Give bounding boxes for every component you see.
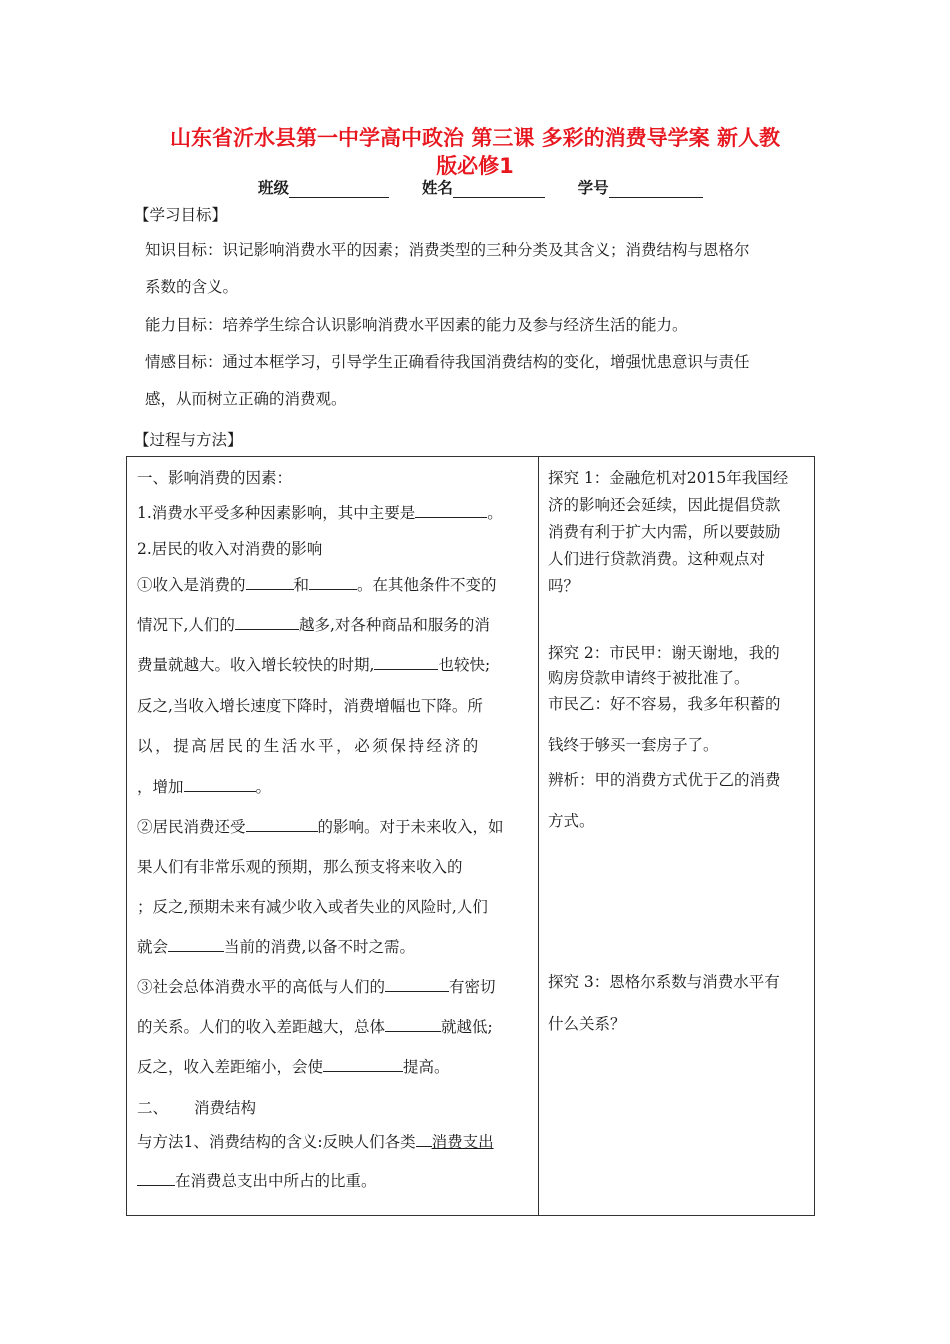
blank-gap[interactable]	[385, 976, 449, 992]
left-line-7: 反之,当收入增长速度下降时，消费增幅也下降。所	[137, 697, 483, 715]
left-line-4: ①收入是消费的 和 。在其他条件不变的	[137, 576, 497, 594]
left-line-17: 二、 消费结构	[137, 1099, 257, 1117]
left-line-16: 反之，收入差距缩小，会使 提高。	[137, 1058, 450, 1076]
consumption-expenditure-answer: 消费支出	[431, 1133, 494, 1151]
left-line-9: ，增加 。	[137, 778, 272, 796]
title-line-2: 版必修1	[436, 154, 514, 178]
emotion-goal-line-2: 感，从而树立正确的消费观。	[145, 390, 347, 408]
right-line-2: 济的影响还会延续，因此提倡贷款	[548, 496, 781, 514]
right-line-5: 吗？	[548, 577, 580, 595]
left-line-19: 在消费总支出中所占的比重。	[137, 1169, 377, 1191]
right-line-6: 探究 2：市民甲：谢天谢地，我的	[548, 644, 780, 662]
right-line-1: 探究 1：金融危机对2015年我国经	[548, 469, 789, 487]
blank-income-1[interactable]	[246, 574, 294, 590]
blank-expectation[interactable]	[246, 816, 318, 832]
left-line-13: 就会 当前的消费,以备不时之需。	[137, 938, 415, 956]
goals-heading: 【学习目标】	[134, 206, 228, 224]
class-field[interactable]	[289, 181, 389, 198]
blank-income-3[interactable]	[235, 614, 299, 630]
blank-raise[interactable]	[323, 1056, 403, 1072]
left-line-8: 以，提高居民的生活水平，必须保持经济的	[137, 737, 481, 755]
left-line-15: 的关系。人们的收入差距越大，总体 就越低;	[137, 1018, 493, 1036]
knowledge-goal	[145, 232, 810, 306]
worksheet-table	[126, 456, 815, 1216]
blank-main-factor[interactable]	[415, 502, 487, 518]
left-line-10: ②居民消费还受 的影响。对于未来收入，如	[137, 818, 504, 836]
column-divider	[538, 457, 539, 1215]
right-line-4: 人们进行贷款消费。这种观点对	[548, 550, 766, 568]
knowledge-goal-line-1: 知识目标：识记影响消费水平的因素；消费类型的三种分类及其含义；消费结构与恩格尔	[145, 241, 750, 259]
blank-structure[interactable]	[137, 1170, 175, 1186]
right-line-10: 辨析：甲的消费方式优于乙的消费	[548, 771, 781, 789]
left-line-12: ；反之,预期未来有减少收入或者失业的风险时,人们	[137, 898, 488, 916]
student-info-row	[258, 176, 718, 198]
right-line-3: 消费有利于扩大内需，所以要鼓励	[548, 523, 781, 541]
ability-goal: 能力目标：培养学生综合认识影响消费水平因素的能力及参与经济生活的能力。	[145, 316, 688, 334]
left-line-18: 与方法1、消费结构的含义:反映人们各类 消费支出	[137, 1133, 494, 1151]
name-label: 姓名	[421, 179, 453, 197]
id-label: 学号	[577, 179, 609, 197]
blank-income-2[interactable]	[309, 574, 357, 590]
left-line-2: 1.消费水平受多种因素影响，其中主要是 。	[137, 504, 503, 522]
left-line-14: ③社会总体消费水平的高低与人们的 有密切	[137, 978, 496, 996]
process-heading: 【过程与方法】	[134, 431, 243, 449]
right-line-7: 购房贷款申请终于被批准了。	[548, 669, 750, 687]
title-line-1: 山东省沂水县第一中学高中政治 第三课 多彩的消费导学案 新人教	[170, 126, 780, 150]
right-line-12: 探究 3：恩格尔系数与消费水平有	[548, 973, 780, 991]
right-line-8: 市民乙：好不容易，我多年积蓄的	[548, 695, 781, 713]
right-line-9: 钱终于够买一套房子了。	[548, 736, 719, 754]
left-line-1: 一、影响消费的因素：	[137, 469, 293, 487]
emotion-goal	[145, 344, 810, 418]
blank-reduce[interactable]	[168, 936, 224, 952]
document-title	[130, 124, 820, 180]
left-line-6: 费量就越大。收入增长较快的时期, 也较快;	[137, 656, 491, 674]
blank-growth[interactable]	[374, 654, 438, 670]
id-field[interactable]	[609, 181, 703, 198]
class-label: 班级	[258, 179, 290, 197]
right-line-11: 方式。	[548, 812, 595, 830]
right-line-13: 什么关系？	[548, 1015, 626, 1033]
left-line-11: 果人们有非常乐观的预期，那么预支将来收入的	[137, 858, 463, 876]
blank-increase[interactable]	[184, 776, 256, 792]
emotion-goal-line-1: 情感目标：通过本框学习，引导学生正确看待我国消费结构的变化，增强忧患意识与责任	[145, 353, 750, 371]
knowledge-goal-line-2: 系数的含义。	[145, 278, 239, 296]
left-line-3: 2.居民的收入对消费的影响	[137, 540, 323, 558]
left-line-5: 情况下,人们的 越多,对各种商品和服务的消	[137, 616, 490, 634]
name-field[interactable]	[453, 181, 545, 198]
blank-overall[interactable]	[385, 1016, 441, 1032]
